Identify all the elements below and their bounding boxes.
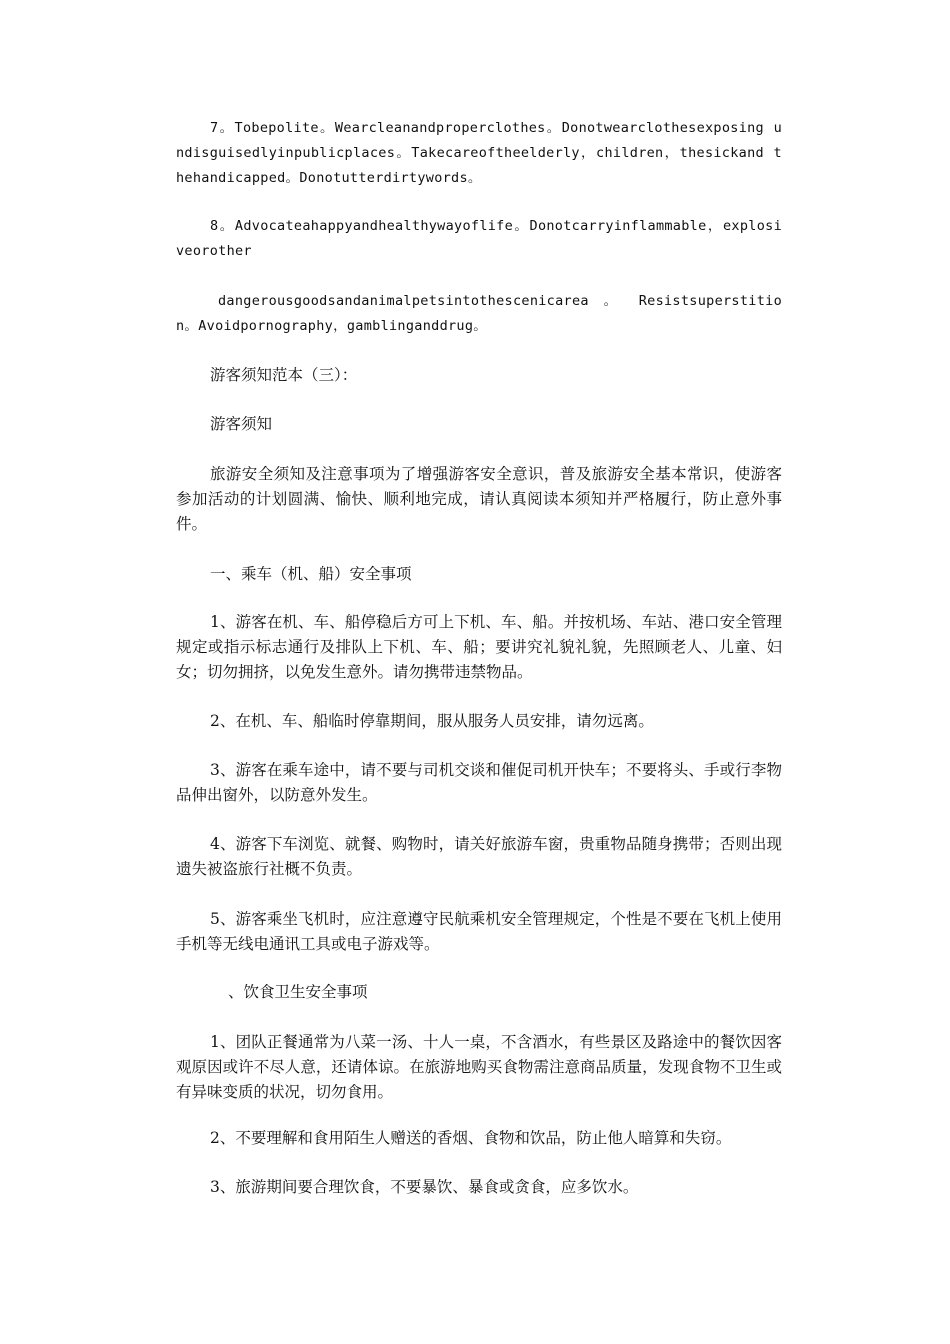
food-item-2: 2、不要理解和食用陌生人赠送的香烟、食物和饮品，防止他人暗算和失窃。	[210, 1129, 732, 1147]
transport-item-2: 2、在机、车、船临时停靠期间，服从服务人员安排，请勿远离。	[210, 712, 654, 730]
paragraph-rule-7: 7。Tobepolite。Wearcleanandproperclothes。Donotwearclothesexposing undisguisedlyinpublicplaces。Takecareoftheelderly，children，thesickand thehandicapped。Donotutterdirtywords。	[176, 120, 782, 186]
notice-title: 游客须知	[210, 415, 273, 433]
section-heading-food: 、饮食卫生安全事项	[228, 983, 368, 1001]
section-heading-sample-3: 游客须知范本（三）：	[210, 366, 358, 384]
paragraph-rule-8: 8。Advocateahappyandhealthywayoflife。Donotcarryinflammable，explosiveorother	[176, 218, 782, 259]
food-item-3: 3、旅游期间要合理饮食，不要暴饮、暴食或贪食，应多饮水。	[210, 1178, 639, 1196]
transport-item-4: 4、游客下车浏览、就餐、购物时，请关好旅游车窗，贵重物品随身携带；否则出现遗失被盗旅行社概不负责。	[176, 835, 782, 878]
section-heading-transport: 一、乘车（机、船）安全事项	[210, 565, 412, 583]
transport-item-1: 1、游客在机、车、船停稳后方可上下机、车、船。并按机场、车站、港口安全管理规定或指示标志通行及排队上下机、车、船；要讲究礼貌礼貌，先照顾老人、儿童、妇女；切勿拥挤，以免发生意外。请勿携带违禁物品。	[176, 613, 782, 681]
transport-item-5: 5、游客乘坐飞机时，应注意遵守民航乘机安全管理规定，个性是不要在飞机上使用手机等无线电通讯工具或电子游戏等。	[176, 910, 782, 953]
food-item-1: 1、团队正餐通常为八菜一汤、十人一桌，不含酒水，有些景区及路途中的餐饮因客观原因或许不尽人意，还请体谅。在旅游地购买食物需注意商品质量，发现食物不卫生或有异味变质的状况，切勿食用。	[176, 1033, 782, 1101]
paragraph-rule-8-continued: dangerousgoodsandanimalpetsintothescenicarea 。 Resistsuperstition。Avoidpornography，gamblinganddrug。	[176, 293, 782, 334]
transport-item-3: 3、游客在乘车途中，请不要与司机交谈和催促司机开快车；不要将头、手或行李物品伸出窗外，以防意外发生。	[176, 761, 782, 804]
intro-paragraph: 旅游安全须知及注意事项为了增强游客安全意识，普及旅游安全基本常识，使游客参加活动的计划圆满、愉快、顺利地完成，请认真阅读本须知并严格履行，防止意外事件。	[176, 465, 782, 533]
